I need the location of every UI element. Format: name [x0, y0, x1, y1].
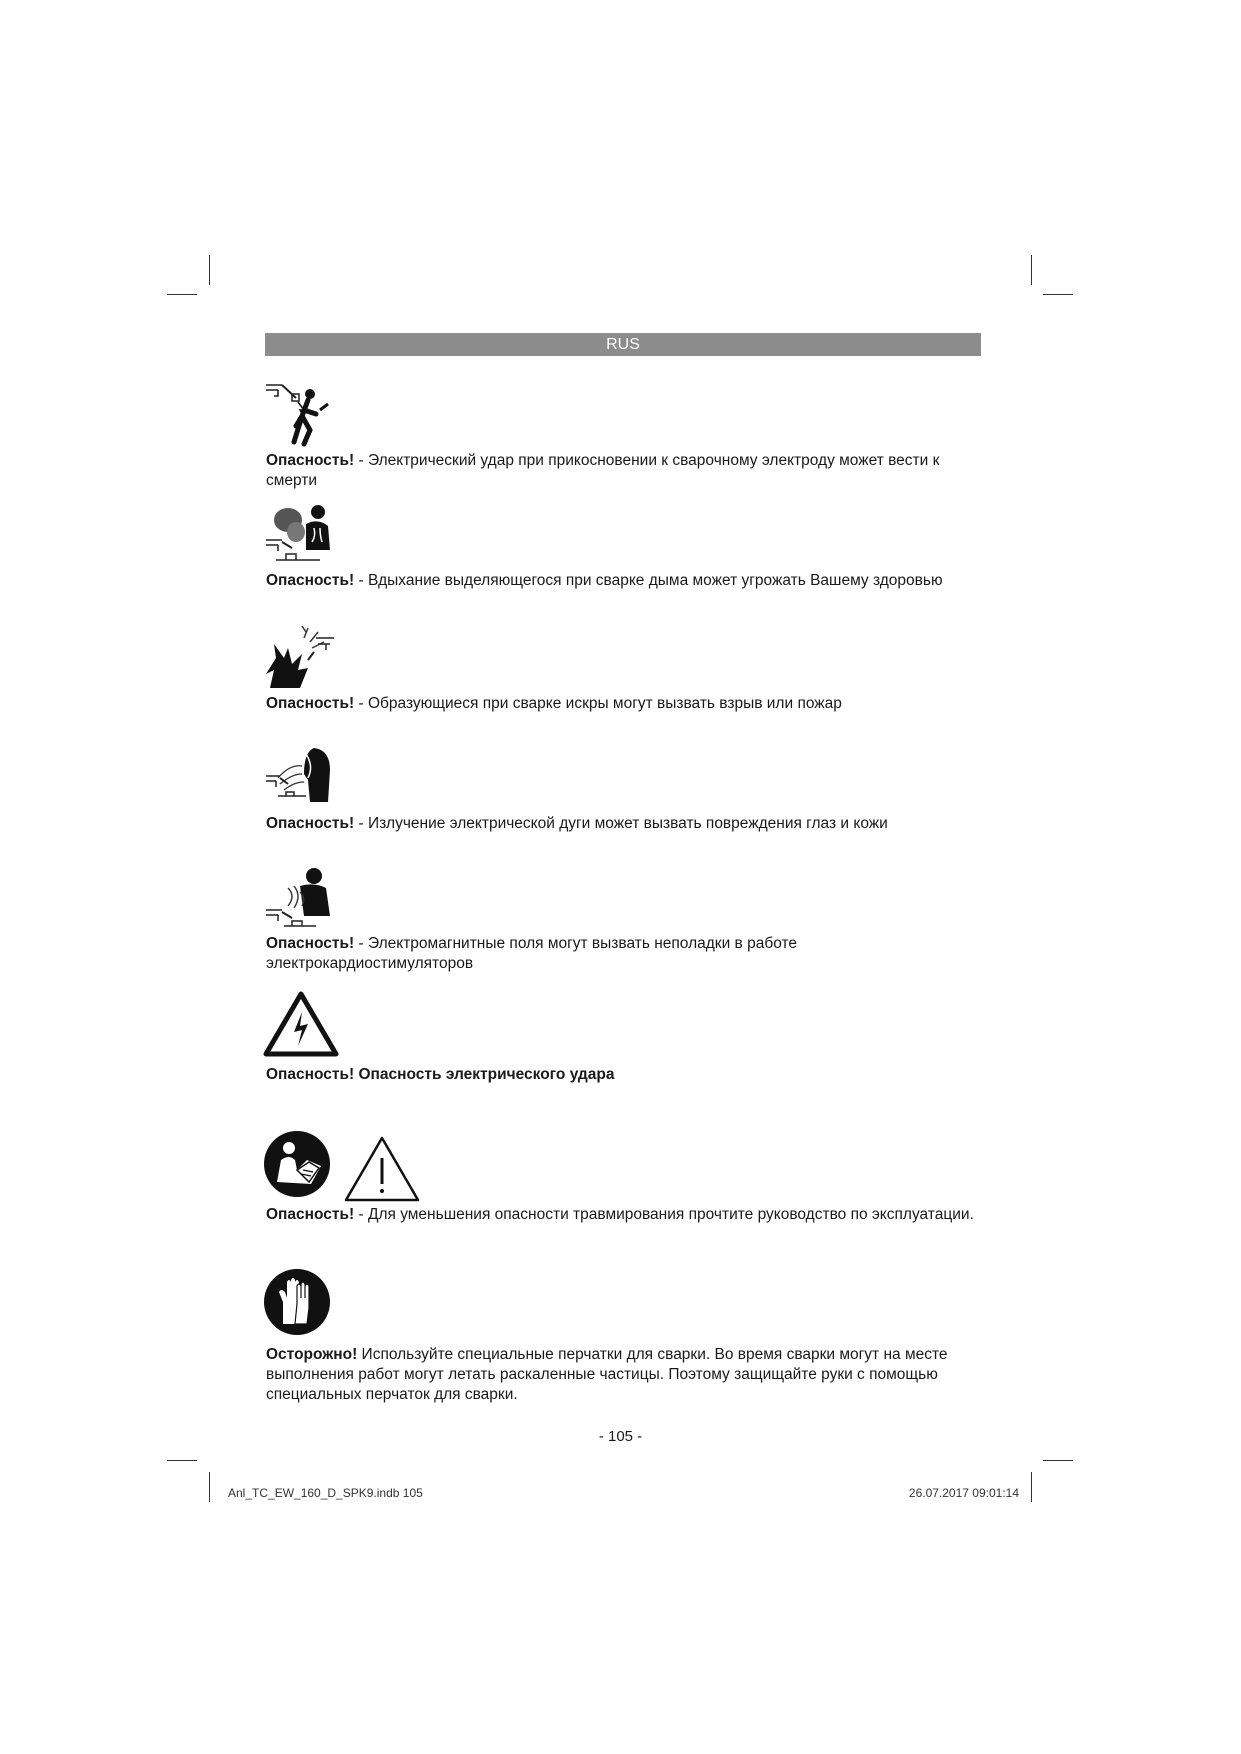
- sparks-explosion-icon: [264, 624, 336, 690]
- warning-text: Опасность! - Электромагнитные поля могут вызвать неполадки в работе электрокардиостимуляторов: [266, 935, 798, 972]
- warning-text: Опасность! - Образующиеся при сварке искры могут вызвать взрыв или пожар: [266, 695, 842, 712]
- warning-text: Опасность! - Излучение электрической дуги может вызвать повреждения глаз и кожи: [266, 815, 888, 832]
- electromagnetic-field-icon: [264, 866, 336, 928]
- crop-mark: [167, 1460, 197, 1461]
- arc-radiation-icon: [264, 744, 334, 804]
- crop-mark: [1043, 294, 1073, 295]
- page-number: - 105 -: [598, 1428, 643, 1445]
- crop-mark: [1043, 1460, 1073, 1461]
- read-manual-icon: [263, 1130, 331, 1198]
- high-voltage-triangle-icon: [262, 990, 340, 1058]
- crop-mark: [167, 294, 197, 295]
- file-slug: Anl_TC_EW_160_D_SPK9.indb 105: [228, 1486, 423, 1500]
- crop-mark: [1031, 1472, 1032, 1502]
- warning-text: Осторожно! Используйте специальные перчатки для сварки. Во время сварки могут на месте выполнения работ могут летать раскаленные частицы. Поэтому защищайте руки с помощью специальных перчаток для сварки.: [266, 1346, 948, 1403]
- wear-gloves-icon: [263, 1268, 331, 1336]
- warning-text: Опасность! - Электрический удар при прикосновении к сварочному электроду может вести к смерти: [266, 452, 940, 489]
- electric-shock-electrode-icon: [264, 380, 334, 450]
- crop-mark: [1031, 255, 1032, 285]
- warning-text: Опасность! - Для уменьшения опасности травмирования прочтите руководство по эксплуатации.: [266, 1206, 974, 1223]
- language-header-bar: RUS: [265, 333, 981, 356]
- date-slug: 26.07.2017 09:01:14: [908, 1486, 1019, 1500]
- crop-mark: [209, 255, 210, 285]
- general-warning-triangle-icon: [342, 1134, 422, 1204]
- welding-fumes-icon: [264, 502, 334, 564]
- warning-text: Опасность! - Вдыхание выделяющегося при сварке дыма может угрожать Вашему здоровью: [266, 572, 943, 589]
- crop-mark: [209, 1472, 210, 1502]
- warning-text: Опасность! Опасность электрического удара: [266, 1066, 615, 1083]
